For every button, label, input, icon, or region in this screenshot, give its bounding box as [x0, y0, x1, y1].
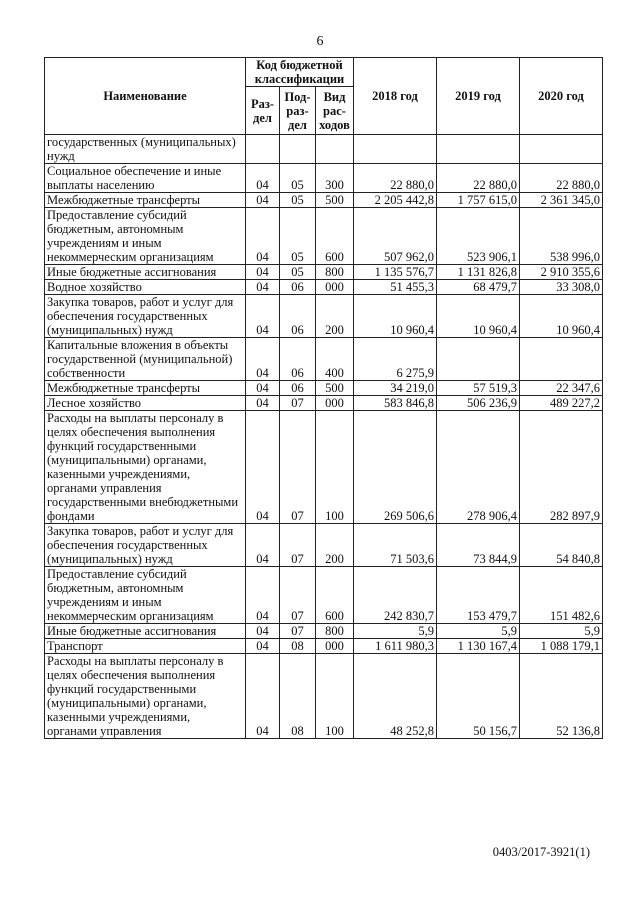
row-value-2019: 57 519,3 — [437, 381, 520, 396]
row-expense-type: 000 — [316, 639, 354, 654]
row-value-2018: 6 275,9 — [354, 338, 437, 381]
table-row — [45, 654, 603, 739]
row-expense-type: 800 — [316, 265, 354, 280]
table-body — [45, 135, 603, 739]
row-value-2020: 2 361 345,0 — [520, 193, 603, 208]
row-value-2018: 51 455,3 — [354, 280, 437, 295]
row-name: Социальное обеспечение и иные выплаты населению — [45, 164, 246, 193]
row-expense-type: 000 — [316, 280, 354, 295]
row-value-2018: 48 252,8 — [354, 654, 437, 739]
row-section — [246, 135, 280, 164]
table-row — [45, 135, 603, 164]
row-value-2020: 52 136,8 — [520, 654, 603, 739]
row-value-2020: 151 482,6 — [520, 567, 603, 624]
header-subsection: Под-раз-дел — [280, 87, 316, 135]
row-value-2018: 1 135 576,7 — [354, 265, 437, 280]
row-value-2019: 50 156,7 — [437, 654, 520, 739]
row-subsection: 07 — [280, 624, 316, 639]
row-value-2020 — [520, 338, 603, 381]
row-value-2020: 33 308,0 — [520, 280, 603, 295]
row-value-2019: 73 844,9 — [437, 524, 520, 567]
header-code-group: Код бюджетной классификации — [246, 58, 354, 87]
table-row — [45, 338, 603, 381]
table-header — [45, 58, 603, 135]
table-row — [45, 624, 603, 639]
row-value-2020: 538 996,0 — [520, 208, 603, 265]
header-year-2018: 2018 год — [354, 58, 437, 135]
table-row — [45, 280, 603, 295]
row-value-2018: 10 960,4 — [354, 295, 437, 338]
table-row — [45, 164, 603, 193]
budget-table — [44, 57, 603, 739]
row-value-2019: 1 130 167,4 — [437, 639, 520, 654]
header-year-2020: 2020 год — [520, 58, 603, 135]
row-expense-type: 400 — [316, 338, 354, 381]
row-subsection: 08 — [280, 654, 316, 739]
row-value-2020: 282 897,9 — [520, 411, 603, 524]
table-row — [45, 381, 603, 396]
row-subsection: 05 — [280, 164, 316, 193]
row-expense-type: 100 — [316, 654, 354, 739]
row-expense-type — [316, 135, 354, 164]
row-name: Межбюджетные трансферты — [45, 381, 246, 396]
row-subsection: 07 — [280, 524, 316, 567]
row-subsection: 08 — [280, 639, 316, 654]
row-value-2019: 153 479,7 — [437, 567, 520, 624]
row-section: 04 — [246, 193, 280, 208]
row-section: 04 — [246, 396, 280, 411]
row-value-2018: 71 503,6 — [354, 524, 437, 567]
row-name: Иные бюджетные ассигнования — [45, 265, 246, 280]
row-value-2019 — [437, 338, 520, 381]
row-value-2019: 506 236,9 — [437, 396, 520, 411]
row-section: 04 — [246, 381, 280, 396]
row-value-2019: 68 479,7 — [437, 280, 520, 295]
row-subsection: 06 — [280, 295, 316, 338]
table-row — [45, 396, 603, 411]
row-section: 04 — [246, 654, 280, 739]
row-subsection: 06 — [280, 280, 316, 295]
row-subsection: 07 — [280, 396, 316, 411]
document-code: 0403/2017-3921(1) — [492, 845, 590, 859]
row-subsection: 07 — [280, 411, 316, 524]
row-value-2020: 2 910 355,6 — [520, 265, 603, 280]
row-expense-type: 200 — [316, 295, 354, 338]
row-name: Расходы на выплаты персоналу в целях обеспечения выполнения функций государственными (муниципальными) органами, казенными учреждениями, органами управления государственными внебюджетными фондами — [45, 411, 246, 524]
row-section: 04 — [246, 208, 280, 265]
row-name: Транспорт — [45, 639, 246, 654]
row-value-2018 — [354, 135, 437, 164]
row-value-2020: 10 960,4 — [520, 295, 603, 338]
row-name: Лесное хозяйство — [45, 396, 246, 411]
row-subsection: 07 — [280, 567, 316, 624]
row-value-2018: 2 205 442,8 — [354, 193, 437, 208]
page-number: 6 — [316, 34, 324, 49]
row-name: Иные бюджетные ассигнования — [45, 624, 246, 639]
row-value-2018: 242 830,7 — [354, 567, 437, 624]
row-value-2018: 583 846,8 — [354, 396, 437, 411]
row-expense-type: 600 — [316, 208, 354, 265]
table-row — [45, 193, 603, 208]
table-row — [45, 295, 603, 338]
table-row — [45, 567, 603, 624]
row-subsection — [280, 135, 316, 164]
header-year-2019: 2019 год — [437, 58, 520, 135]
row-section: 04 — [246, 338, 280, 381]
row-value-2020: 54 840,8 — [520, 524, 603, 567]
row-value-2020: 22 347,6 — [520, 381, 603, 396]
row-value-2020: 22 880,0 — [520, 164, 603, 193]
row-subsection: 05 — [280, 265, 316, 280]
row-name: Закупка товаров, работ и услуг для обеспечения государственных (муниципальных) нужд — [45, 295, 246, 338]
row-value-2019: 1 757 615,0 — [437, 193, 520, 208]
table-row — [45, 639, 603, 654]
row-value-2018: 5,9 — [354, 624, 437, 639]
row-expense-type: 300 — [316, 164, 354, 193]
row-value-2018: 507 962,0 — [354, 208, 437, 265]
row-section: 04 — [246, 295, 280, 338]
row-section: 04 — [246, 524, 280, 567]
row-section: 04 — [246, 265, 280, 280]
row-name: государственных (муниципальных) нужд — [45, 135, 246, 164]
table-row — [45, 411, 603, 524]
row-expense-type: 000 — [316, 396, 354, 411]
row-value-2020: 489 227,2 — [520, 396, 603, 411]
row-value-2019 — [437, 135, 520, 164]
row-value-2019: 278 906,4 — [437, 411, 520, 524]
row-name: Капитальные вложения в объекты государственной (муниципальной) собственности — [45, 338, 246, 381]
row-name: Водное хозяйство — [45, 280, 246, 295]
row-name: Предоставление субсидий бюджетным, автономным учреждениям и иным некоммерческим организациям — [45, 208, 246, 265]
row-value-2019: 523 906,1 — [437, 208, 520, 265]
row-section: 04 — [246, 164, 280, 193]
row-name: Предоставление субсидий бюджетным, автономным учреждениям и иным некоммерческим организациям — [45, 567, 246, 624]
row-expense-type: 200 — [316, 524, 354, 567]
row-value-2020 — [520, 135, 603, 164]
row-subsection: 06 — [280, 338, 316, 381]
row-subsection: 05 — [280, 208, 316, 265]
row-section: 04 — [246, 624, 280, 639]
row-value-2018: 269 506,6 — [354, 411, 437, 524]
row-subsection: 05 — [280, 193, 316, 208]
row-value-2019: 5,9 — [437, 624, 520, 639]
row-expense-type: 500 — [316, 381, 354, 396]
row-value-2020: 1 088 179,1 — [520, 639, 603, 654]
row-value-2019: 1 131 826,8 — [437, 265, 520, 280]
row-name: Закупка товаров, работ и услуг для обеспечения государственных (муниципальных) нужд — [45, 524, 246, 567]
row-value-2019: 22 880,0 — [437, 164, 520, 193]
row-expense-type: 500 — [316, 193, 354, 208]
header-expense-type: Вид рас-ходов — [316, 87, 354, 135]
row-subsection: 06 — [280, 381, 316, 396]
row-section: 04 — [246, 639, 280, 654]
table-row — [45, 524, 603, 567]
header-section: Раз-дел — [246, 87, 280, 135]
row-expense-type: 600 — [316, 567, 354, 624]
row-expense-type: 100 — [316, 411, 354, 524]
row-expense-type: 800 — [316, 624, 354, 639]
row-name: Межбюджетные трансферты — [45, 193, 246, 208]
row-value-2018: 34 219,0 — [354, 381, 437, 396]
row-name: Расходы на выплаты персоналу в целях обеспечения выполнения функций государственными (муниципальными) органами, казенными учреждениями, органами управления — [45, 654, 246, 739]
row-value-2020: 5,9 — [520, 624, 603, 639]
table-row — [45, 265, 603, 280]
row-section: 04 — [246, 411, 280, 524]
row-section: 04 — [246, 280, 280, 295]
row-value-2018: 1 611 980,3 — [354, 639, 437, 654]
row-value-2018: 22 880,0 — [354, 164, 437, 193]
row-value-2019: 10 960,4 — [437, 295, 520, 338]
row-section: 04 — [246, 567, 280, 624]
table-row — [45, 208, 603, 265]
header-name: Наименование — [45, 58, 246, 135]
